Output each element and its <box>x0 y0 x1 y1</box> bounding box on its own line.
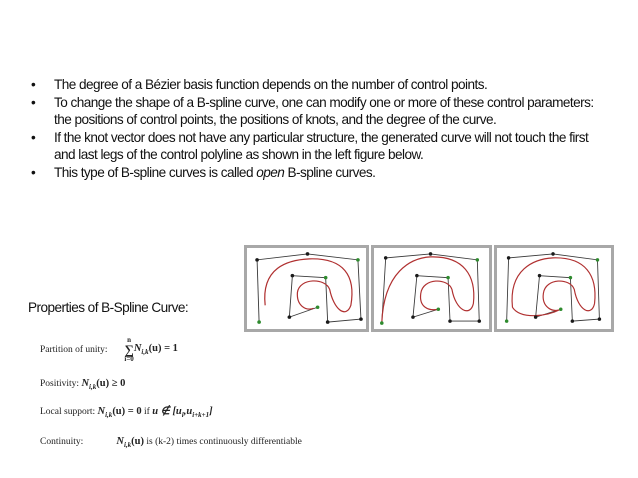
control-point <box>598 317 601 321</box>
control-point <box>476 258 480 262</box>
positivity-formula: $N_{i,k}(u) \ge 0$ <box>81 378 126 392</box>
bullet-text: If the knot vector does not have any particular structure, the generated curve will not touch the first and last legs of the control polyline as shown in the left figure below. <box>54 129 589 163</box>
control-point <box>306 252 310 256</box>
property-local-support <box>40 405 213 419</box>
control-point <box>326 320 330 324</box>
property-positivity <box>40 378 125 391</box>
control-point <box>534 315 537 319</box>
control-point <box>538 274 541 278</box>
figure-clamped-bspline <box>371 245 492 332</box>
control-point <box>448 319 452 323</box>
bullet-text: To change the shape of a B-spline curve, one can modify one or more of these control parameters: the positions of control points, the positions of knots, and the degree of the curve. <box>54 94 594 128</box>
figure-open-bspline <box>244 245 369 332</box>
control-point <box>559 307 562 311</box>
sum-sigma: ∑ <box>124 342 134 357</box>
bullet-item <box>28 76 598 94</box>
sum-lower: i=0 <box>124 355 134 363</box>
bullet-item <box>28 164 598 182</box>
control-point <box>596 258 599 262</box>
spline-curve <box>512 258 595 316</box>
control-polyline <box>382 254 479 323</box>
summation-symbol <box>124 337 133 363</box>
control-point <box>551 252 554 256</box>
control-point <box>316 305 320 309</box>
figure-closed-bspline <box>494 245 614 332</box>
continuity-description: is (k-2) times continuously differentiable <box>146 437 302 447</box>
bullet-dot: • <box>31 164 36 180</box>
control-point <box>446 276 450 280</box>
control-point <box>291 274 295 278</box>
continuity-formula: $N_{i,k}(u)$ <box>116 436 145 450</box>
positivity-label: Positivity: <box>40 379 80 389</box>
bspline-diagram <box>497 248 611 329</box>
partition-formula: $N_{i,k}(u) = 1$ <box>133 343 178 357</box>
local-support-label: Local support: <box>40 407 96 417</box>
bullet-text: open <box>256 164 285 180</box>
spline-curve <box>382 257 474 323</box>
control-point <box>569 276 572 280</box>
control-point <box>384 256 388 260</box>
property-partition-of-unity <box>40 337 178 363</box>
control-point <box>437 307 441 311</box>
bullet-text: This type of B-spline curves is called <box>54 164 257 180</box>
control-point <box>429 252 433 256</box>
control-point <box>255 258 259 262</box>
partition-label: Partition of unity: <box>40 345 108 355</box>
control-point <box>411 315 415 319</box>
control-point <box>356 258 360 262</box>
control-point <box>288 315 292 319</box>
property-continuity <box>40 436 302 449</box>
bullet-text: B-spline curves. <box>284 164 376 180</box>
control-point <box>507 256 510 260</box>
bullet-list <box>28 76 598 182</box>
bspline-diagram <box>374 248 489 329</box>
bullet-dot: • <box>31 94 36 110</box>
local-support-formula: $N_{i,k}(u) = 0$ <box>97 406 142 420</box>
local-support-condition: u ∉ $[u_i,u_{i+k+1}]$ <box>152 406 213 420</box>
bullet-dot: • <box>31 77 36 92</box>
control-point <box>415 274 419 278</box>
control-polyline <box>507 254 600 321</box>
control-point <box>257 320 261 324</box>
control-point <box>478 319 482 323</box>
bullet-item <box>28 129 598 164</box>
control-point <box>324 276 328 280</box>
control-point <box>380 321 384 325</box>
bullet-text: The degree of a Bézier basis function depends on the number of control points. <box>54 77 488 92</box>
control-point <box>359 317 363 321</box>
bullet-item <box>28 94 598 129</box>
sum-upper: n <box>127 336 132 344</box>
local-support-if: if <box>144 407 150 417</box>
bullet-dot: • <box>31 129 36 145</box>
control-point <box>505 319 508 323</box>
properties-title: Properties of B-Spline Curve: <box>28 300 189 315</box>
spline-curve <box>265 259 352 312</box>
bspline-diagram <box>247 248 366 329</box>
control-point <box>571 319 574 323</box>
continuity-label: Continuity: <box>40 437 84 447</box>
